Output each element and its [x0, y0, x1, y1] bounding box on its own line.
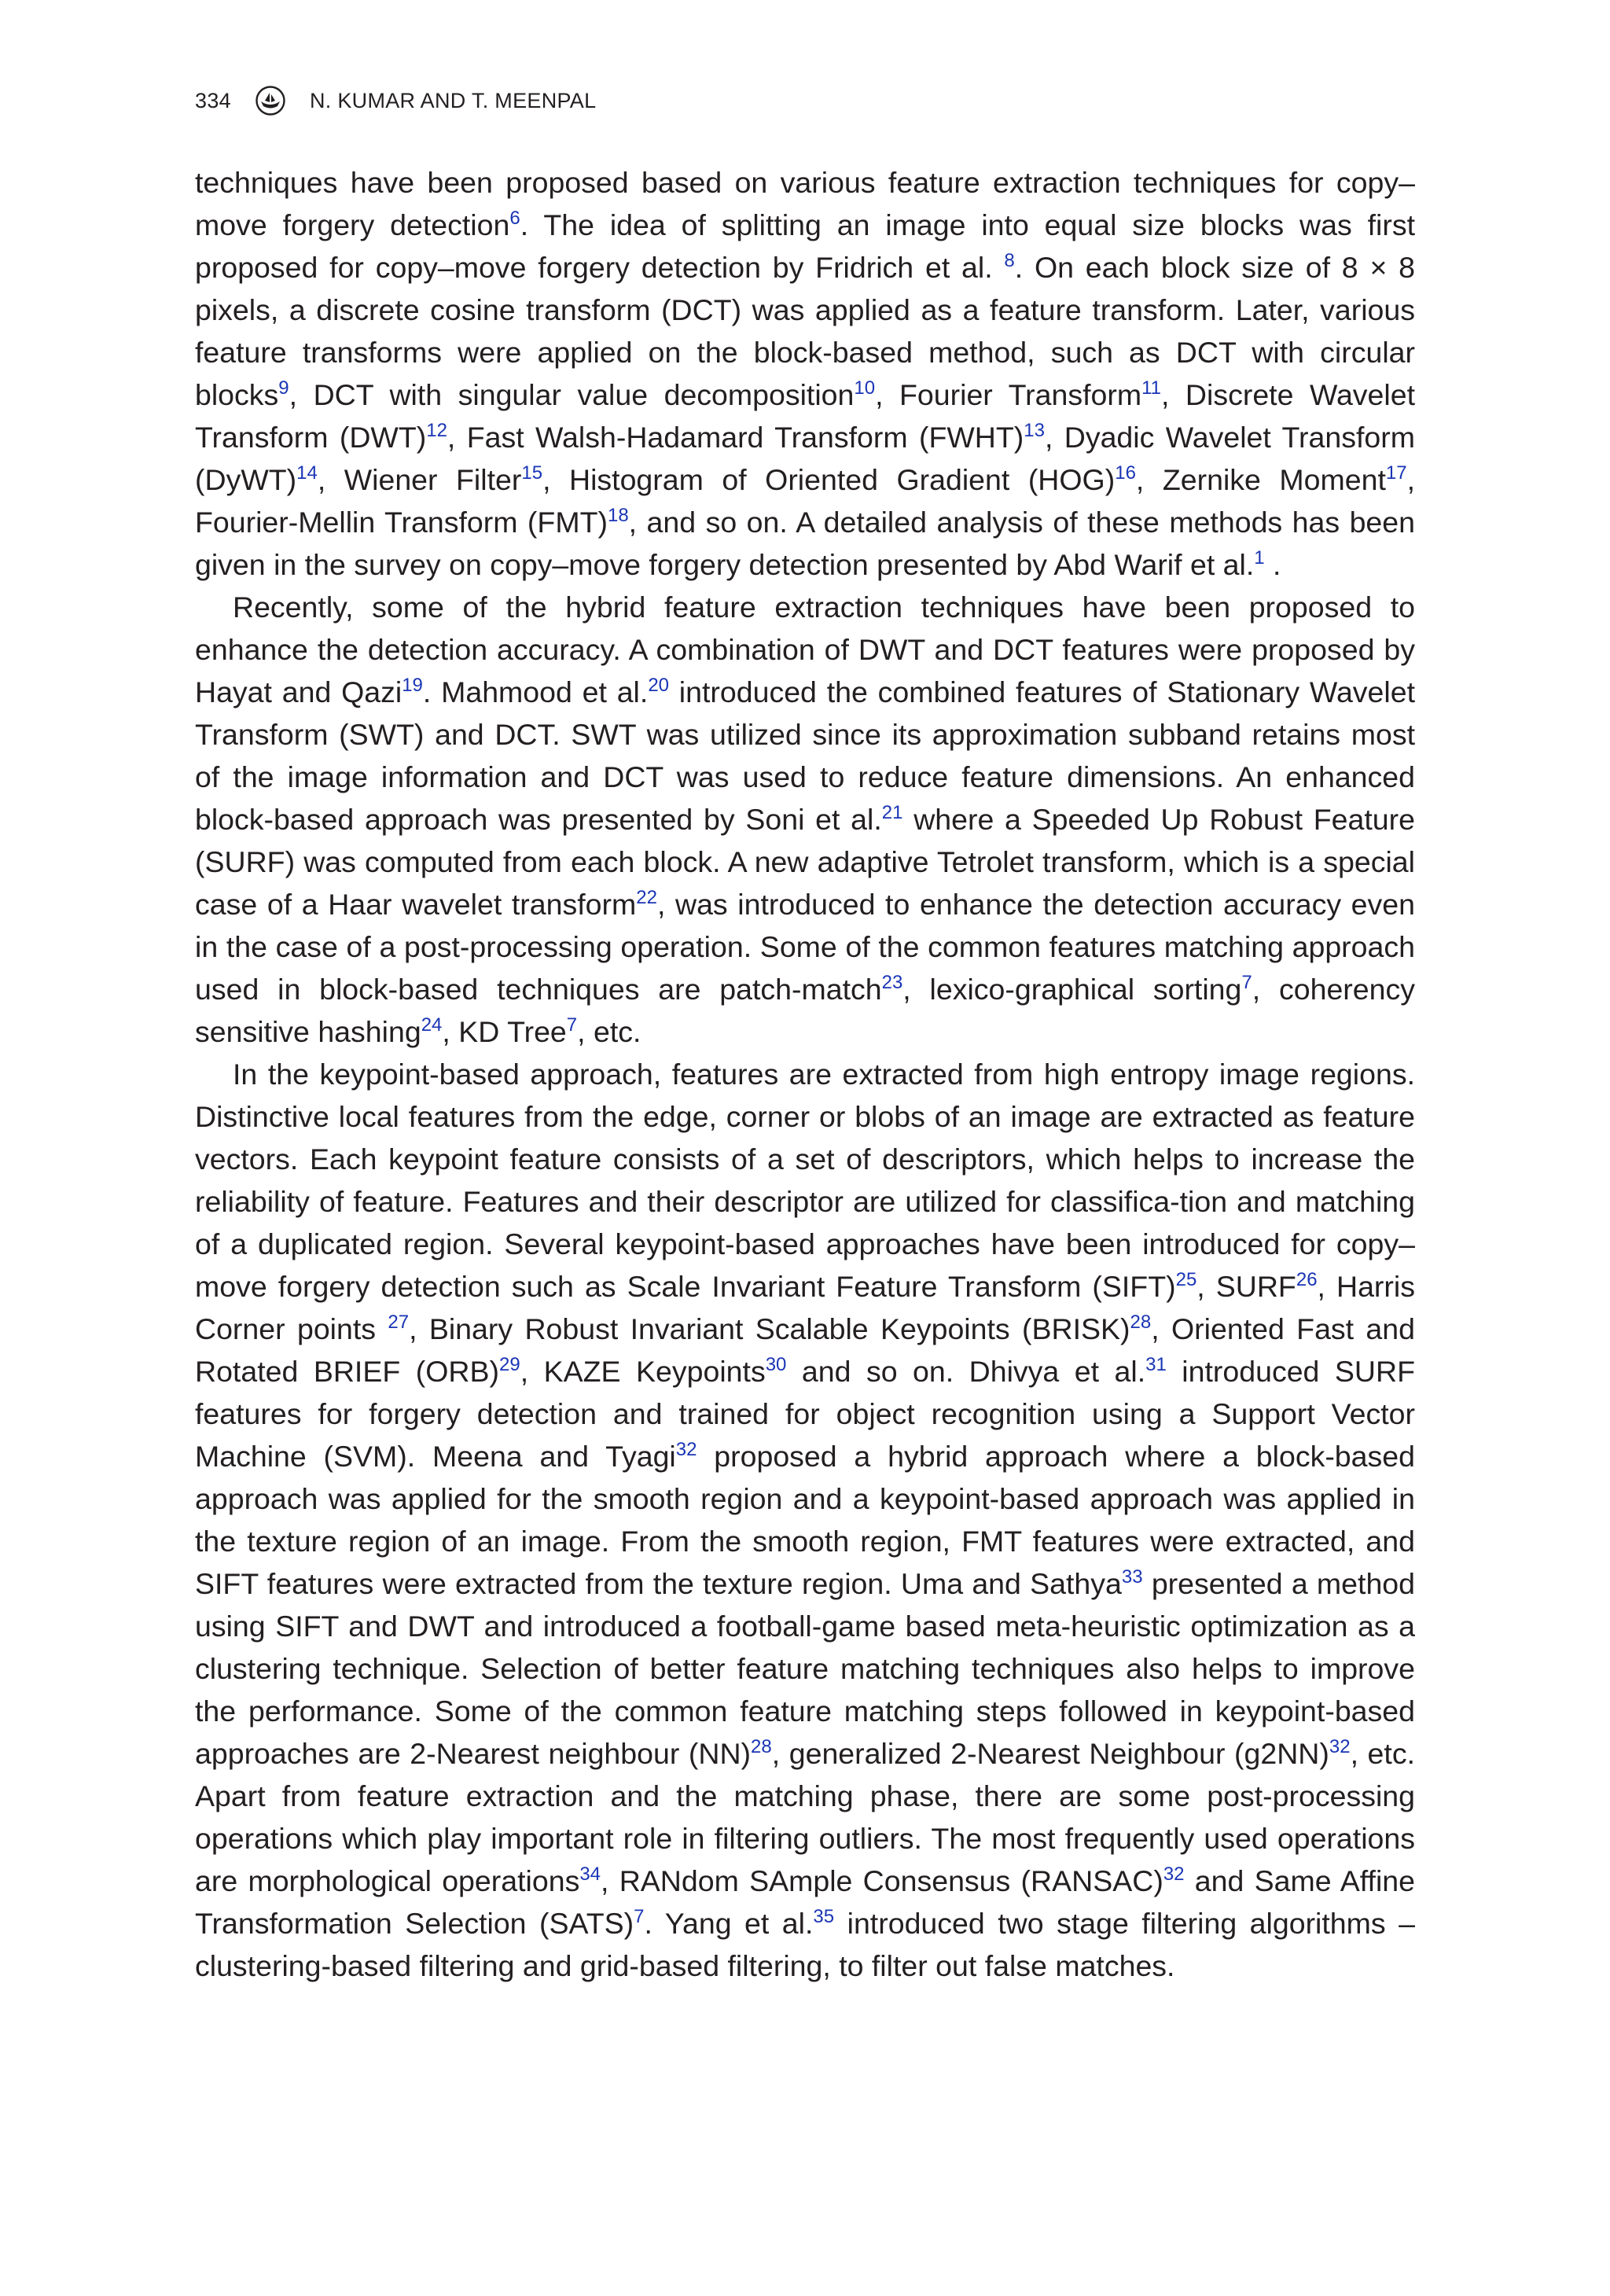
text-run: , Histogram of Oriented Gradient (HOG) — [542, 463, 1116, 496]
text-run: , Dyadic Wavelet Transform (DyWT) — [195, 421, 1415, 496]
text-run: , KD Tree — [442, 1015, 567, 1048]
citation-link[interactable]: 19 — [402, 675, 423, 696]
citation-link[interactable]: 18 — [607, 505, 629, 526]
citation-link[interactable]: 6 — [509, 208, 520, 229]
text-run: , lexico-graphical sorting — [902, 973, 1242, 1006]
citation-link[interactable]: 12 — [426, 420, 447, 441]
text-run: . Mahmood et al. — [422, 675, 649, 708]
citation-link[interactable]: 31 — [1145, 1354, 1167, 1375]
text-run: , etc. Apart from feature extraction and the matching phase, there are some post-processing operations which play important role in filtering outliers. The most frequently used operations are morphological operations — [195, 1737, 1415, 1897]
text-run: where a Speeded Up Robust Feature (SURF) was computed from each block. A new adaptive Tetrolet transform, which is a special case of a Haar wavelet transform — [195, 803, 1415, 921]
paragraph — [195, 161, 1415, 586]
text-run: introduced two stage filtering algorithms – clustering-based filtering and grid-based filtering, to filter out false matches. — [195, 1907, 1415, 1982]
text-run: , Binary Robust Invariant Scalable Keypoints (BRISK) — [409, 1312, 1130, 1345]
text-run: Recently, some of the hybrid feature extraction techniques have been proposed to enhance the detection accuracy. A combination of DWT and DCT features were proposed by Hayat and Qazi — [195, 591, 1415, 708]
text-run: , Wiener Filter — [317, 463, 522, 496]
text-run: , Discrete Wavelet Transform (DWT) — [195, 378, 1416, 454]
text-run: . On each block size of 8 × 8 pixels, a discrete cosine transform (DCT) was applied as a feature transform. Later, various feature transforms were applied on the block-based method, such as DCT with circular blocks — [195, 251, 1415, 411]
citation-link[interactable]: 9 — [278, 377, 289, 399]
text-run: , was introduced to enhance the detection accuracy even in the case of a post-processing operation. Some of the common features matching approach used in block-based techniques are patch-match — [195, 888, 1416, 1006]
body-text — [195, 161, 1415, 1987]
text-run: proposed a hybrid approach where a block-based approach was applied for the smooth region and a keypoint-based approach was applied in the texture region of an image. From the smooth region, FMT features were extracted, and SIFT features were extracted from the texture region. Uma and Sathya — [195, 1440, 1415, 1600]
citation-link[interactable]: 7 — [634, 1906, 645, 1927]
citation-link[interactable]: 7 — [1241, 972, 1252, 993]
citation-link[interactable]: 32 — [1163, 1864, 1185, 1885]
citation-link[interactable]: 13 — [1024, 420, 1045, 441]
text-run: . Yang et al. — [644, 1907, 814, 1940]
text-run: , and so on. A detailed analysis of these methods has been given in the survey on copy–move forgery detection presented by Abd Warif et al. — [195, 506, 1415, 581]
text-run: In the keypoint-based approach, features are extracted from high entropy image regions. Distinctive local features from the edge, corner or blobs of an image are extracted as feature vectors. Each keypoint feature consists of a set of descriptors, which helps to increase the reliability of feature. Features and their descriptor are utilized for classifica-tion and matching of a duplicated region. Several keypoint-based approaches have been introduced for copy–move forgery detection such as Scale Invariant Feature Transform (SIFT) — [195, 1058, 1415, 1303]
text-run: introduced the combined features of Stationary Wavelet Transform (SWT) and DCT. SWT was utilized since its approximation subband retains most of the image information and DCT was used to reduce feature dimensions. An enhanced block-based approach was presented by Soni et al. — [195, 675, 1416, 836]
citation-link[interactable]: 32 — [1329, 1736, 1351, 1757]
text-run: , SURF — [1196, 1270, 1296, 1303]
citation-link[interactable]: 1 — [1254, 547, 1265, 568]
text-run: , coherency sensitive hashing — [195, 973, 1415, 1048]
text-run: . The idea of splitting an image into equal size blocks was first proposed for copy–move forgery detection by Fridrich et al. — [195, 208, 1415, 284]
text-run: introduced SURF features for forgery detection and trained for object recognition using a Support Vector Machine (SVM). Meena and Tyagi — [195, 1355, 1415, 1473]
text-run: and Same Affine Transformation Selection (SATS) — [195, 1864, 1416, 1940]
text-run: . — [1264, 548, 1281, 581]
citation-link[interactable]: 15 — [521, 462, 543, 484]
text-run: and so on. Dhivya et al. — [786, 1355, 1146, 1388]
citation-link[interactable]: 25 — [1175, 1269, 1197, 1290]
text-run: , generalized 2-Nearest Neighbour (g2NN) — [771, 1737, 1329, 1770]
text-run: , DCT with singular value decomposition — [289, 378, 855, 411]
citation-link[interactable]: 34 — [579, 1864, 601, 1885]
citation-link[interactable]: 27 — [388, 1312, 410, 1333]
citation-link[interactable]: 22 — [636, 887, 657, 908]
citation-link[interactable]: 32 — [675, 1439, 697, 1460]
citation-link[interactable]: 21 — [881, 802, 903, 823]
citation-link[interactable]: 30 — [765, 1354, 787, 1375]
text-run: , Zernike Moment — [1135, 463, 1386, 496]
text-run: , Harris Corner points — [195, 1270, 1415, 1345]
publisher-logo-icon — [255, 85, 286, 116]
citation-link[interactable]: 7 — [566, 1014, 578, 1036]
citation-link[interactable]: 33 — [1121, 1566, 1143, 1588]
citation-link[interactable]: 29 — [498, 1354, 520, 1375]
text-run: , RANdom SAmple Consensus (RANSAC) — [601, 1864, 1163, 1897]
page-header — [195, 85, 596, 116]
citation-link[interactable]: 8 — [1004, 250, 1015, 271]
citation-link[interactable]: 35 — [813, 1906, 835, 1927]
citation-link[interactable]: 28 — [751, 1736, 772, 1757]
citation-link[interactable]: 20 — [648, 675, 670, 696]
citation-link[interactable]: 26 — [1296, 1269, 1318, 1290]
citation-link[interactable]: 24 — [421, 1014, 443, 1036]
text-run: , Fourier-Mellin Transform (FMT) — [195, 463, 1415, 539]
citation-link[interactable]: 10 — [854, 377, 876, 399]
text-run: , Fourier Transform — [875, 378, 1142, 411]
page-number: 334 — [195, 88, 231, 112]
citation-link[interactable]: 17 — [1385, 462, 1407, 484]
text-run: , etc. — [577, 1015, 641, 1048]
running-head-authors: N. KUMAR AND T. MEENPAL — [309, 88, 597, 112]
text-run: , Oriented Fast and Rotated BRIEF (ORB) — [195, 1312, 1415, 1388]
paragraph — [195, 1053, 1415, 1987]
text-run: presented a method using SIFT and DWT and introduced a football-game based meta-heuristic optimization as a clustering technique. Selection of better feature matching techniques also helps to improve the performance. Some of the common feature matching steps followed in keypoint-based approaches are 2-Nearest neighbour (NN) — [195, 1567, 1416, 1770]
text-run: techniques have been proposed based on various feature extraction techniques for copy–move forgery detection — [195, 166, 1415, 241]
paragraph — [195, 586, 1415, 1053]
citation-link[interactable]: 16 — [1115, 462, 1136, 484]
citation-link[interactable]: 23 — [881, 972, 903, 993]
citation-link[interactable]: 14 — [296, 462, 318, 484]
citation-link[interactable]: 11 — [1141, 377, 1162, 399]
text-run: , KAZE Keypoints — [520, 1355, 766, 1388]
text-run: , Fast Walsh-Hadamard Transform (FWHT) — [447, 421, 1024, 454]
citation-link[interactable]: 28 — [1130, 1312, 1152, 1333]
